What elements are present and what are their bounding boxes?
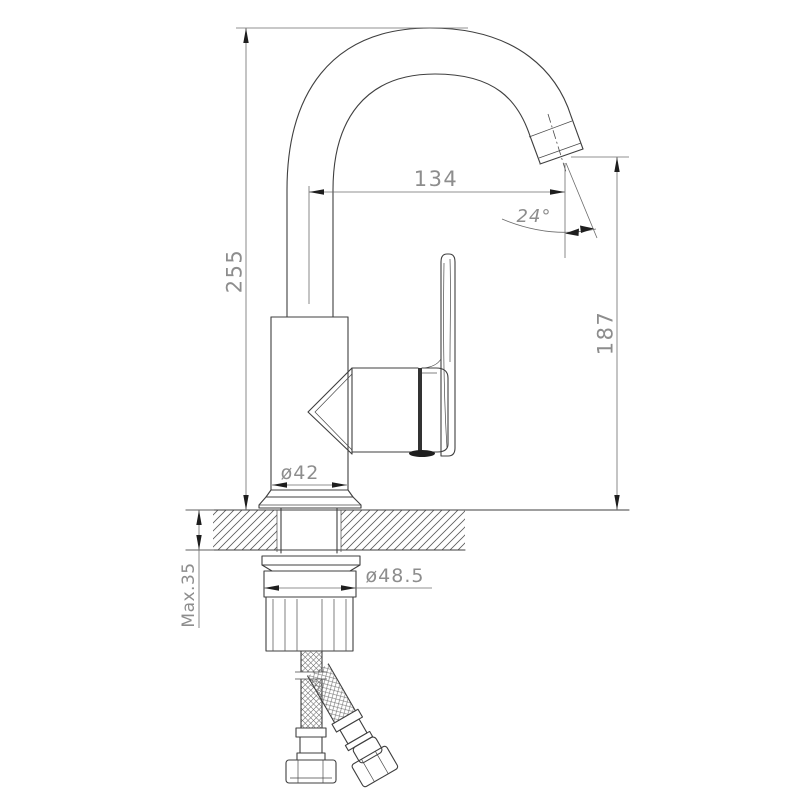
dim-label-spout-reach: 134 [413, 167, 459, 191]
dim-label-outlet-height: 187 [593, 310, 618, 356]
cartridge-ring [418, 368, 422, 452]
indicator-dot [409, 450, 435, 457]
dim-label-body-diameter: ø42 [280, 462, 320, 484]
dim-label-nut-diameter: ø48.5 [365, 565, 425, 587]
dim-label-outlet-angle: 24° [516, 206, 552, 227]
dim-label-total-height: 255 [222, 248, 247, 294]
dim-label-max-counter-thickness: Max.35 [178, 562, 199, 628]
